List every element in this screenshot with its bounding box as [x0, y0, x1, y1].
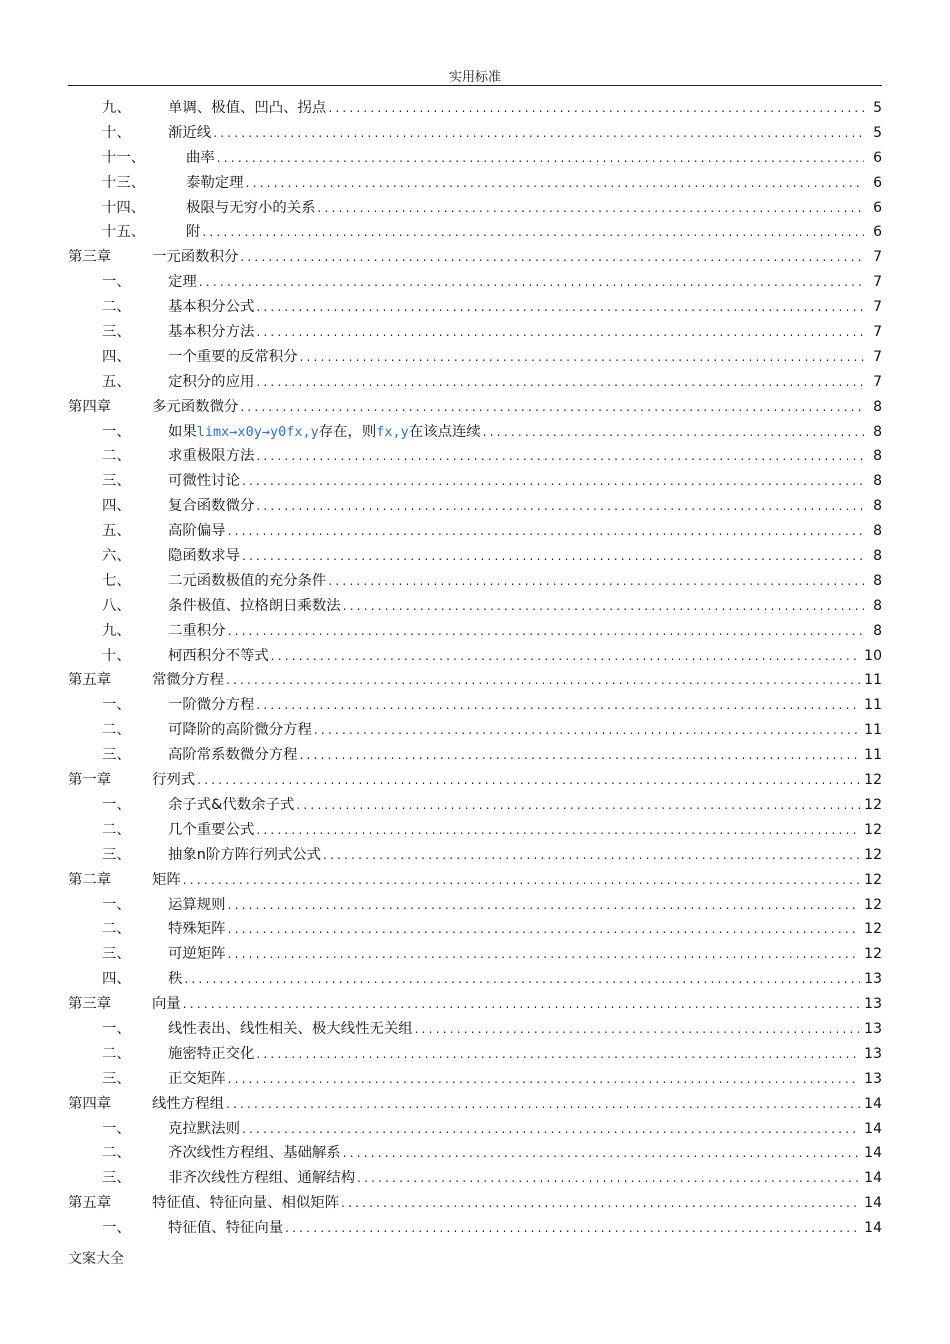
toc-entry-line	[168, 121, 882, 146]
toc-page-number: 8	[873, 523, 882, 540]
toc-entry-title: 向量	[152, 992, 183, 1017]
toc-entry-line	[152, 768, 882, 793]
toc-entry-line	[168, 270, 882, 295]
toc-entry-line	[152, 992, 882, 1017]
dot-leader	[228, 942, 861, 967]
toc-section-entry[interactable]	[68, 1017, 882, 1042]
toc-entry-number: 十一、	[102, 149, 146, 166]
toc-page-number: 12	[864, 821, 882, 838]
toc-entry-title: 渐近线	[168, 121, 213, 146]
toc-entry-line	[168, 942, 882, 967]
dot-leader	[228, 519, 864, 544]
toc-entry-number: 二、	[102, 1145, 131, 1162]
toc-entry-title: 运算规则	[168, 893, 228, 918]
toc-section-entry[interactable]	[68, 917, 882, 942]
toc-entry-number: 一、	[102, 1220, 131, 1237]
dot-leader	[256, 818, 860, 843]
toc-page-number: 12	[864, 946, 882, 963]
page-header: 实用标准	[448, 70, 501, 85]
toc-entry-number: 十五、	[102, 224, 146, 241]
toc-entry-line	[168, 893, 882, 918]
toc-entry-line	[168, 644, 882, 669]
toc-section-entry[interactable]	[68, 220, 882, 245]
toc-page-number: 13	[864, 996, 882, 1013]
toc-page-number: 12	[864, 846, 882, 863]
toc-entry-title: 二重积分	[168, 619, 228, 644]
toc-page-number: 14	[864, 1220, 882, 1237]
toc-page-number: 14	[864, 1195, 882, 1212]
toc-chapter-entry[interactable]	[68, 245, 882, 270]
toc-page-number: 13	[864, 1070, 882, 1087]
toc-page-number: 11	[864, 672, 882, 689]
toc-page-number: 7	[873, 274, 882, 291]
toc-entry-number: 一、	[102, 1020, 131, 1037]
toc-entry-title: 一阶微分方程	[168, 693, 256, 718]
toc-entry-number: 第五章	[68, 1195, 112, 1212]
toc-entry-line	[168, 444, 882, 469]
toc-entry-number: 一、	[102, 274, 131, 291]
dot-leader	[271, 644, 860, 669]
toc-section-entry[interactable]	[68, 1166, 882, 1191]
toc-entry-title: 二元函数极值的充分条件	[168, 569, 328, 594]
toc-section-entry[interactable]	[68, 1042, 882, 1067]
toc-page-number: 12	[864, 772, 882, 789]
toc-section-entry[interactable]	[68, 743, 882, 768]
toc-entry-line	[168, 917, 882, 942]
toc-section-entry[interactable]	[68, 544, 882, 569]
toc-page-number: 8	[873, 572, 882, 589]
toc-entry-line	[168, 469, 882, 494]
dot-leader	[323, 843, 860, 868]
dot-leader	[183, 868, 860, 893]
toc-page-number: 12	[864, 921, 882, 938]
toc-entry-number: 二、	[102, 821, 131, 838]
dot-leader	[256, 494, 864, 519]
dot-leader	[228, 619, 864, 644]
toc-section-entry[interactable]	[68, 469, 882, 494]
dot-leader	[318, 196, 864, 221]
toc-entry-title: 一元函数积分	[152, 245, 240, 270]
toc-entry-number: 十、	[102, 124, 131, 141]
formula-text: limx→x0y→y0fx,y	[196, 423, 319, 440]
toc-entry-number: 三、	[102, 1070, 131, 1087]
toc-entry-number: 十、	[102, 647, 131, 664]
toc-entry-title: 余子式&代数余子式	[168, 793, 296, 818]
toc-page-number: 6	[873, 174, 882, 191]
toc-entry-title: 矩阵	[152, 868, 183, 893]
toc-entry-line	[168, 1117, 882, 1142]
toc-entry-title: 非齐次线性方程组、通解结构	[168, 1166, 357, 1191]
toc-entry-title: 几个重要公式	[168, 818, 256, 843]
toc-entry-number: 二、	[102, 722, 131, 739]
toc-entry-title: 行列式	[152, 768, 197, 793]
toc-entry-line	[168, 818, 882, 843]
toc-chapter-entry[interactable]	[68, 992, 882, 1017]
toc-entry-number: 三、	[102, 747, 131, 764]
dot-leader	[296, 793, 860, 818]
toc-entry-line	[168, 320, 882, 345]
toc-entry-line	[168, 1017, 882, 1042]
toc-entry-title: 高阶偏导	[168, 519, 228, 544]
toc-entry-title: 特征值、特征向量、相似矩阵	[152, 1191, 341, 1216]
toc-entry-title: 定理	[168, 270, 199, 295]
dot-leader	[199, 270, 864, 295]
toc-entry-line	[186, 171, 882, 196]
toc-section-entry[interactable]	[68, 942, 882, 967]
toc-entry-number: 四、	[102, 498, 131, 515]
toc-entry-line	[168, 345, 882, 370]
dot-leader	[242, 1117, 860, 1142]
toc-entry-number: 二、	[102, 921, 131, 938]
toc-entry-title: 施密特正交化	[168, 1042, 256, 1067]
title-fragment: 在该点连续	[408, 423, 481, 440]
toc-entry-number: 一、	[102, 896, 131, 913]
dot-leader	[242, 469, 864, 494]
title-fragment: 如果	[168, 423, 197, 440]
toc-page-number: 12	[864, 896, 882, 913]
toc-entry-title: 泰勒定理	[186, 171, 246, 196]
toc-section-entry[interactable]	[68, 519, 882, 544]
dot-leader	[300, 743, 861, 768]
toc-page-number: 12	[864, 871, 882, 888]
toc-entry-line	[168, 619, 882, 644]
toc-section-entry[interactable]	[68, 1117, 882, 1142]
toc-entry-number: 一、	[102, 423, 131, 440]
toc-section-entry[interactable]	[68, 843, 882, 868]
toc-entry-line	[168, 718, 882, 743]
toc-page-number: 10	[864, 647, 882, 664]
toc-entry-number: 第三章	[68, 249, 112, 266]
toc-section-entry[interactable]	[68, 370, 882, 395]
toc-page-number: 8	[873, 622, 882, 639]
toc-entry-title: 一个重要的反常积分	[168, 345, 300, 370]
dot-leader	[213, 121, 864, 146]
dot-leader	[256, 370, 864, 395]
toc-page-number: 7	[873, 324, 882, 341]
toc-chapter-entry[interactable]	[68, 768, 882, 793]
toc-page-number: 13	[864, 1020, 882, 1037]
toc-section-entry[interactable]	[68, 793, 882, 818]
formula-text: fx,y	[376, 423, 409, 440]
toc-section-entry[interactable]	[68, 893, 882, 918]
dot-leader	[343, 1141, 860, 1166]
toc-section-entry[interactable]	[68, 494, 882, 519]
toc-section-entry[interactable]	[68, 644, 882, 669]
toc-page-number: 8	[873, 398, 882, 415]
toc-entry-title: 曲率	[186, 146, 217, 171]
toc-entry-line	[168, 96, 882, 121]
toc-section-entry[interactable]	[68, 171, 882, 196]
toc-chapter-entry[interactable]	[68, 1092, 882, 1117]
toc-section-entry[interactable]	[68, 295, 882, 320]
toc-page-number: 8	[873, 498, 882, 515]
toc-section-entry[interactable]	[68, 345, 882, 370]
toc-entry-title: 多元函数微分	[152, 395, 240, 420]
toc-entry-line	[186, 220, 882, 245]
toc-page-number: 8	[873, 548, 882, 565]
toc-entry-title: 秩	[168, 967, 184, 992]
toc-page-number: 11	[864, 697, 882, 714]
toc-entry-line	[168, 693, 882, 718]
dot-leader	[246, 171, 864, 196]
toc-entry-number: 四、	[102, 971, 131, 988]
toc-page-number: 14	[864, 1170, 882, 1187]
toc-entry-number: 七、	[102, 572, 131, 589]
toc-section-entry[interactable]	[68, 1216, 882, 1241]
dot-leader	[240, 245, 864, 270]
title-fragment: 存在，则	[318, 423, 377, 440]
toc-entry-number: 三、	[102, 1170, 131, 1187]
table-of-contents	[68, 96, 882, 1241]
toc-entry-line	[168, 295, 882, 320]
toc-entry-title: 特征值、特征向量	[168, 1216, 285, 1241]
toc-section-entry[interactable]	[68, 693, 882, 718]
dot-leader	[240, 395, 864, 420]
toc-page-number: 7	[873, 249, 882, 266]
toc-entry-line	[168, 370, 882, 395]
toc-entry-line	[168, 594, 882, 619]
toc-entry-title: 附	[186, 220, 202, 245]
dot-leader	[184, 967, 860, 992]
toc-page-number: 8	[873, 473, 882, 490]
toc-entry-number: 一、	[102, 697, 131, 714]
toc-entry-title: 可逆矩阵	[168, 942, 228, 967]
toc-entry-title: 定积分的应用	[168, 370, 256, 395]
page-footer: 文案大全	[68, 1251, 124, 1267]
toc-entry-number: 六、	[102, 548, 131, 565]
dot-leader	[483, 420, 864, 445]
toc-page-number: 5	[873, 124, 882, 141]
toc-entry-title: 条件极值、拉格朗日乘数法	[168, 594, 343, 619]
dot-leader	[202, 220, 864, 245]
toc-entry-number: 一、	[102, 796, 131, 813]
toc-entry-number: 三、	[102, 324, 131, 341]
toc-section-entry[interactable]	[68, 1067, 882, 1092]
toc-entry-title: 高阶常系数微分方程	[168, 743, 300, 768]
toc-page-number: 7	[873, 373, 882, 390]
dot-leader	[314, 718, 860, 743]
toc-entry-title: 常微分方程	[152, 668, 226, 693]
dot-leader	[285, 1216, 860, 1241]
toc-entry-title: 线性方程组	[152, 1092, 226, 1117]
toc-entry-line	[168, 1216, 882, 1241]
toc-section-entry[interactable]	[68, 270, 882, 295]
dot-leader	[183, 992, 860, 1017]
toc-entry-line	[152, 245, 882, 270]
dot-leader	[226, 668, 860, 693]
toc-section-entry[interactable]	[68, 1141, 882, 1166]
toc-entry-title: 特殊矩阵	[168, 917, 228, 942]
toc-section-entry[interactable]	[68, 196, 882, 221]
toc-page-number: 6	[873, 199, 882, 216]
toc-entry-line	[168, 1042, 882, 1067]
toc-page-number: 6	[873, 149, 882, 166]
toc-entry-number: 第二章	[68, 871, 112, 888]
toc-page-number: 11	[864, 722, 882, 739]
toc-entry-line	[168, 494, 882, 519]
toc-entry-number: 八、	[102, 597, 131, 614]
toc-chapter-entry[interactable]	[68, 668, 882, 693]
toc-section-entry[interactable]	[68, 818, 882, 843]
toc-entry-number: 二、	[102, 299, 131, 316]
toc-entry-line	[152, 868, 882, 893]
toc-entry-title: 克拉默法则	[168, 1117, 242, 1142]
toc-page-number: 7	[873, 348, 882, 365]
toc-entry-number: 第三章	[68, 996, 112, 1013]
toc-entry-line	[152, 668, 882, 693]
dot-leader	[228, 917, 861, 942]
toc-page-number: 8	[873, 448, 882, 465]
dot-leader	[228, 1067, 861, 1092]
toc-entry-title: 基本积分方法	[168, 320, 256, 345]
toc-page-number: 11	[864, 747, 882, 764]
toc-entry-number: 四、	[102, 348, 131, 365]
toc-entry-title: 隐函数求导	[168, 544, 242, 569]
dot-leader	[228, 893, 861, 918]
toc-entry-number: 三、	[102, 473, 131, 490]
toc-entry-title: 正交矩阵	[168, 1067, 228, 1092]
dot-leader	[343, 594, 864, 619]
toc-entry-number: 第四章	[68, 1095, 112, 1112]
toc-page-number: 8	[873, 423, 882, 440]
toc-section-entry[interactable]	[68, 619, 882, 644]
toc-page-number: 5	[873, 100, 882, 116]
dot-leader	[328, 96, 864, 121]
toc-entry-title: 单调、极值、凹凸、拐点	[168, 96, 328, 121]
dot-leader	[197, 768, 860, 793]
dot-leader	[256, 693, 860, 718]
dot-leader	[256, 295, 864, 320]
toc-entry-line	[168, 1141, 882, 1166]
toc-entry-line	[186, 146, 882, 171]
toc-entry-title: 极限与无穷小的关系	[186, 196, 318, 221]
toc-entry-line	[168, 519, 882, 544]
toc-page-number: 8	[873, 597, 882, 614]
toc-entry-title: 柯西积分不等式	[168, 644, 271, 669]
toc-section-entry[interactable]	[68, 967, 882, 992]
toc-page-number: 14	[864, 1145, 882, 1162]
toc-chapter-entry[interactable]	[68, 868, 882, 893]
toc-section-entry[interactable]	[68, 121, 882, 146]
toc-entry-number: 一、	[102, 1120, 131, 1137]
toc-entry-line	[168, 569, 882, 594]
toc-section-entry[interactable]	[68, 146, 882, 171]
toc-page-number: 12	[864, 796, 882, 813]
toc-entry-line	[168, 967, 882, 992]
toc-entry-title: 复合函数微分	[168, 494, 256, 519]
toc-entry-line	[186, 196, 882, 221]
toc-entry-title: 可微性讨论	[168, 469, 242, 494]
toc-entry-number: 第四章	[68, 398, 112, 415]
toc-entry-number: 十三、	[102, 174, 146, 191]
toc-entry-number: 三、	[102, 946, 131, 963]
toc-entry-title: 基本积分公式	[168, 295, 256, 320]
toc-entry-number: 二、	[102, 448, 131, 465]
toc-entry-line	[168, 1166, 882, 1191]
toc-entry-title: 求重极限方法	[168, 444, 256, 469]
toc-entry-line	[168, 843, 882, 868]
toc-entry-number: 三、	[102, 846, 131, 863]
toc-entry-title: 线性表出、线性相关、极大线性无关组	[168, 1017, 415, 1042]
toc-entry-number: 九、	[102, 100, 131, 116]
dot-leader	[341, 1191, 860, 1216]
toc-section-entry[interactable]	[68, 96, 882, 121]
toc-chapter-entry[interactable]	[68, 395, 882, 420]
toc-page-number: 7	[873, 299, 882, 316]
toc-page-number: 14	[864, 1120, 882, 1137]
dot-leader	[357, 1166, 860, 1191]
toc-section-entry[interactable]	[68, 569, 882, 594]
toc-entry-line	[168, 793, 882, 818]
dot-leader	[242, 544, 864, 569]
toc-entry-line	[168, 743, 882, 768]
toc-entry-line	[152, 1092, 882, 1117]
toc-entry-number: 五、	[102, 373, 131, 390]
toc-section-entry[interactable]	[68, 320, 882, 345]
toc-entry-line	[152, 1191, 882, 1216]
header-divider	[68, 85, 882, 86]
toc-entry-line	[168, 1067, 882, 1092]
dot-leader	[217, 146, 864, 171]
dot-leader	[328, 569, 864, 594]
dot-leader	[300, 345, 864, 370]
toc-section-entry[interactable]	[68, 718, 882, 743]
toc-section-entry[interactable]	[68, 420, 882, 445]
toc-page-number: 13	[864, 971, 882, 988]
toc-entry-title: 抽象n阶方阵行列式公式	[168, 843, 323, 868]
toc-page-number: 6	[873, 224, 882, 241]
toc-entry-line	[168, 544, 882, 569]
toc-entry-title	[168, 420, 483, 445]
toc-section-entry[interactable]	[68, 594, 882, 619]
toc-entry-line	[152, 395, 882, 420]
toc-entry-number: 二、	[102, 1045, 131, 1062]
toc-entry-number: 九、	[102, 622, 131, 639]
dot-leader	[415, 1017, 861, 1042]
dot-leader	[256, 444, 864, 469]
dot-leader	[226, 1092, 860, 1117]
toc-entry-title: 齐次线性方程组、基础解系	[168, 1141, 343, 1166]
toc-entry-line	[168, 420, 882, 445]
toc-entry-title: 可降阶的高阶微分方程	[168, 718, 314, 743]
toc-entry-number: 五、	[102, 523, 131, 540]
toc-entry-number: 第五章	[68, 672, 112, 689]
toc-section-entry[interactable]	[68, 444, 882, 469]
toc-entry-number: 第一章	[68, 772, 112, 789]
toc-page-number: 14	[864, 1095, 882, 1112]
toc-entry-number: 十四、	[102, 199, 146, 216]
toc-chapter-entry[interactable]	[68, 1191, 882, 1216]
dot-leader	[256, 1042, 860, 1067]
dot-leader	[256, 320, 864, 345]
toc-page-number: 13	[864, 1045, 882, 1062]
